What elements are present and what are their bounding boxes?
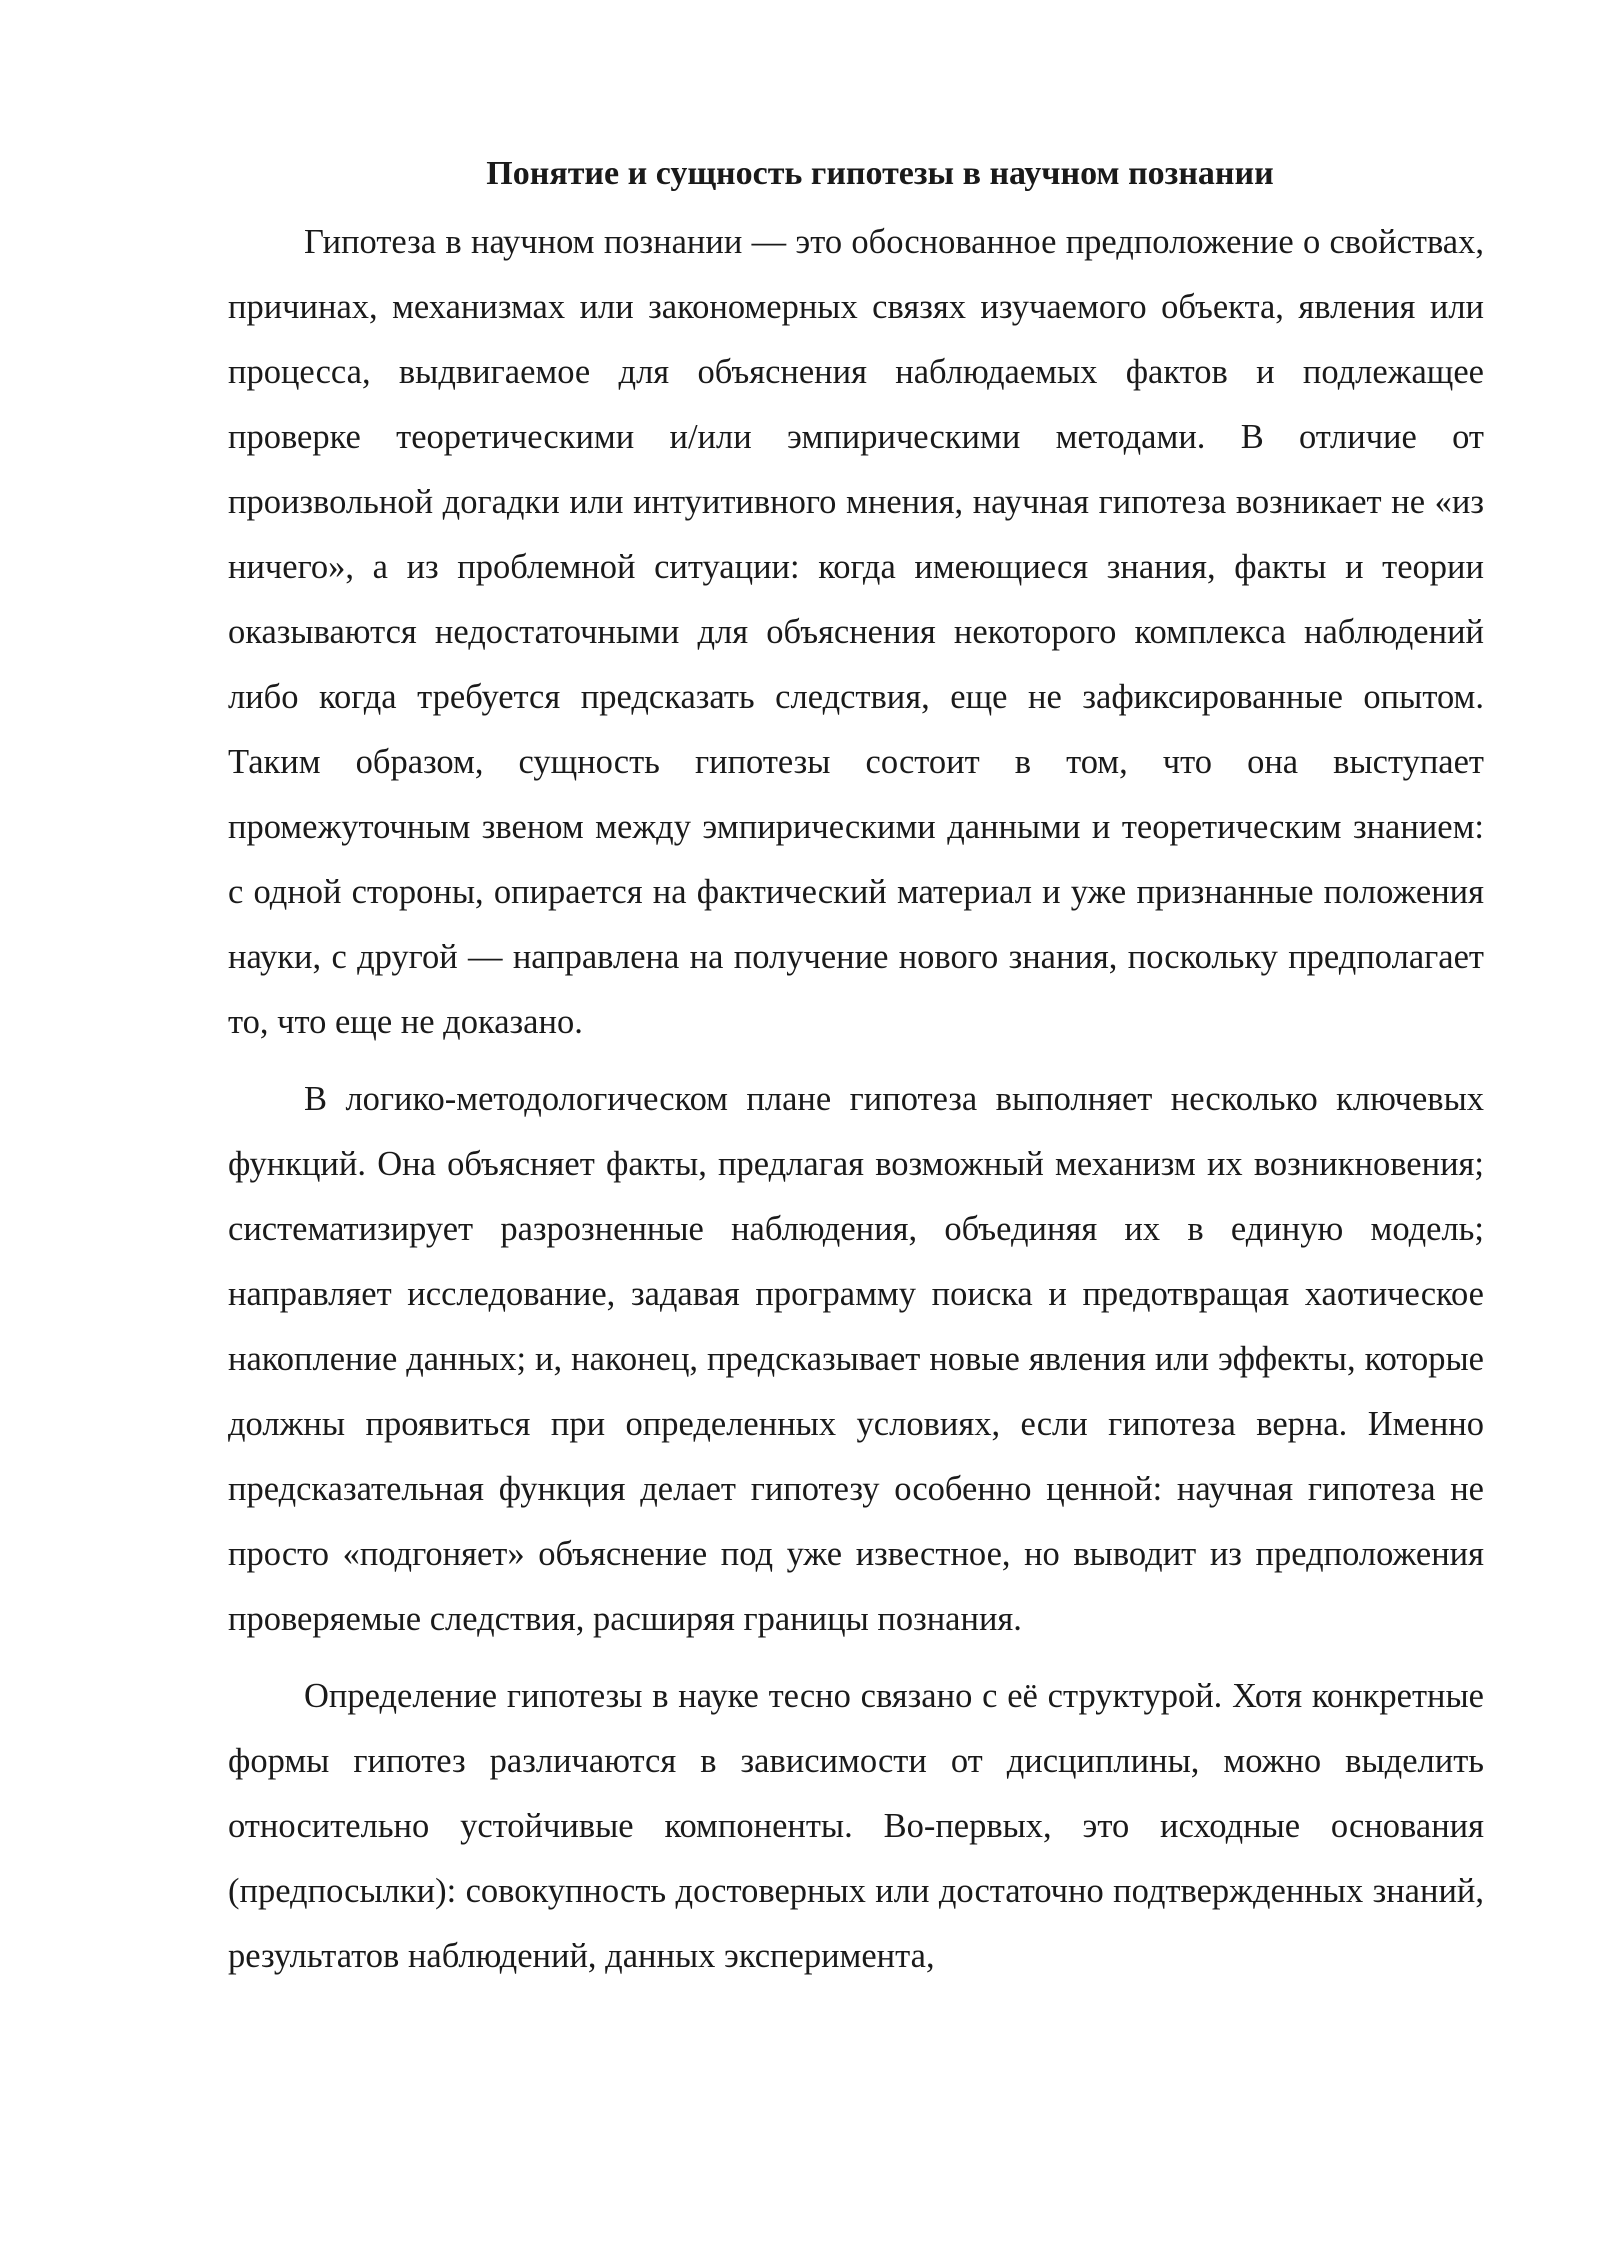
paragraph: Определение гипотезы в науке тесно связано с её структурой. Хотя конкретные формы гипотез различаются в зависимости от дисциплины, можно выделить относительно устойчивые компоненты. Во-первых, это исходные основания (предпосылки): совокупность достоверных или достаточно подтвержденных знаний, результатов наблюдений, данных эксперимента, [228,1677,1484,1975]
paragraph: В логико-методологическом плане гипотеза выполняет несколько ключевых функций. Она объясняет факты, предлагая возможный механизм их возникновения; систематизирует разрозненные наблюдения, объединяя их в единую модель; направляет исследование, задавая программу поиска и предотвращая хаотическое накопление данных; и, наконец, предсказывает новые явления или эффекты, которые должны проявиться при определенных условиях, если гипотеза верна. Именно предсказательная функция делает гипотезу особенно ценной: научная гипотеза не просто «подгоняет» объяснение под уже известное, но выводит из предположения проверяемые следствия, расширяя границы познания. [228,1080,1484,1638]
paragraph: Гипотеза в научном познании — это обоснованное предположение о свойствах, причинах, механизмах или закономерных связях изучаемого объекта, явления или процесса, выдвигаемое для объяснения наблюдаемых фактов и подлежащее проверке теоретическими и/или эмпирическими методами. В отличие от произвольной догадки или интуитивного мнения, научная гипотеза возникает не «из ничего», а из проблемной ситуации: когда имеющиеся знания, факты и теории оказываются недостаточными для объяснения некоторого комплекса наблюдений либо когда требуется предсказать следствия, еще не зафиксированные опытом. Таким образом, сущность гипотезы состоит в том, что она выступает промежуточным звеном между эмпирическими данными и теоретическим знанием: с одной стороны, опирается на фактический материал и уже признанные положения науки, с другой — направлена на получение нового знания, поскольку предполагает то, что еще не доказано. [228,223,1484,1041]
document-title: Понятие и сущность гипотезы в научном познании [486,155,1274,192]
document-body [228,148,1484,2001]
